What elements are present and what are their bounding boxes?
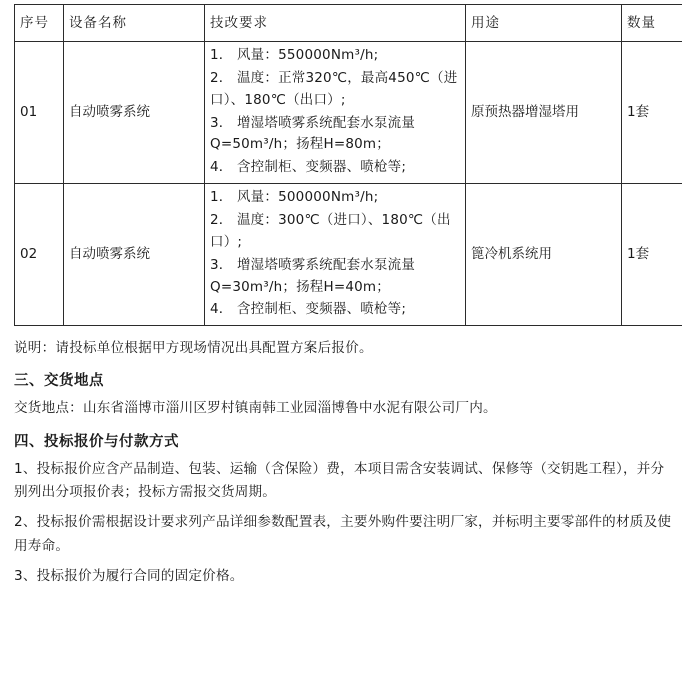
table-note: 说明：请投标单位根据甲方现场情况出具配置方案后报价。 xyxy=(14,340,373,357)
table-header xyxy=(15,5,682,42)
requirement-item: 2． 温度：300℃（进口）、180℃（出口）; xyxy=(210,212,451,250)
quote-terms-list xyxy=(14,458,672,589)
requirement-item: 3． 增湿塔喷雾系统配套水泵流量Q=50m³/h；扬程H=80m； xyxy=(210,114,416,153)
cell-use: 篦冷机系统用 xyxy=(466,184,622,326)
requirement-item: 4． 含控制柜、变频器、喷枪等; xyxy=(210,159,407,176)
quote-term-item: 3、投标报价为履行合同的固定价格。 xyxy=(14,568,244,585)
equipment-spec-table xyxy=(14,4,682,326)
quote-term-item: 2、投标报价需根据设计要求列产品详细参数配置表，主要外购件要注明厂家，并标明主要零部件的材质及使用寿命。 xyxy=(14,514,672,554)
requirement-list xyxy=(210,187,460,321)
cell-requirements xyxy=(205,42,466,184)
requirement-item: 3． 增湿塔喷雾系统配套水泵流量Q=30m³/h；扬程H=40m； xyxy=(210,256,416,295)
requirement-item: 4． 含控制柜、变频器、喷枪等; xyxy=(210,301,407,318)
table-row xyxy=(15,42,682,184)
table-header-row xyxy=(15,5,682,42)
section-heading-quote: 四、投标报价与付款方式 xyxy=(14,433,179,450)
cell-no: 01 xyxy=(15,42,64,184)
cell-qty: 1套 xyxy=(622,42,682,184)
cell-qty: 1套 xyxy=(622,184,682,326)
table-row xyxy=(15,184,682,326)
requirement-list xyxy=(210,45,460,179)
header-cell-requirements: 技改要求 xyxy=(205,5,466,42)
table-body xyxy=(15,42,682,326)
cell-use: 原预热器增湿塔用 xyxy=(466,42,622,184)
cell-no: 02 xyxy=(15,184,64,326)
header-cell-qty: 数量 xyxy=(622,5,682,42)
requirement-item: 1． 风量：500000Nm³/h; xyxy=(210,189,379,206)
requirement-item: 1． 风量：550000Nm³/h; xyxy=(210,47,379,63)
cell-name: 自动喷雾系统 xyxy=(64,42,205,184)
delivery-location-text: 交货地点：山东省淄博市淄川区罗村镇南韩工业园淄博鲁中水泥有限公司厂内。 xyxy=(14,400,497,417)
requirement-item: 2． 温度：正常320℃，最高450℃（进口）、180℃（出口）; xyxy=(210,69,458,108)
section-heading-delivery: 三、交货地点 xyxy=(14,373,104,390)
quote-term-item: 1、投标报价应含产品制造、包装、运输（含保险）费，本项目需含安装调试、保修等（交钥匙工程），并分别列出分项报价表；投标方需报交货周期。 xyxy=(14,460,665,500)
header-cell-use: 用途 xyxy=(466,5,622,42)
cell-requirements xyxy=(205,184,466,326)
cell-name: 自动喷雾系统 xyxy=(64,184,205,326)
header-cell-no: 序号 xyxy=(15,5,64,42)
header-cell-name: 设备名称 xyxy=(64,5,205,42)
